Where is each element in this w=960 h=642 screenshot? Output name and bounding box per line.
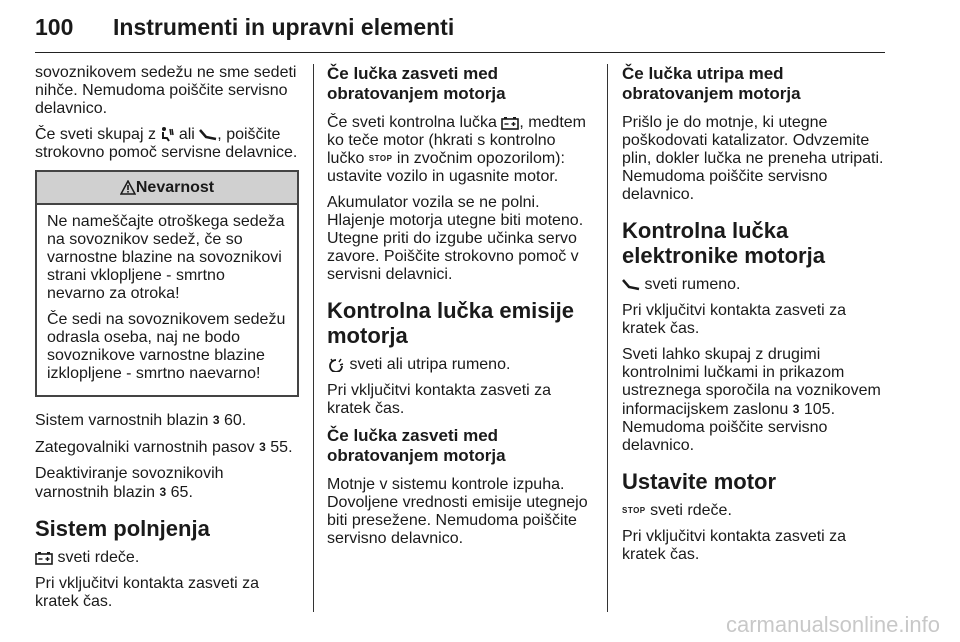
subsection-title: Če lučka zasveti med obratovanjem motorja: [327, 64, 506, 103]
engine-emission-icon: [327, 358, 345, 372]
paragraph: Akumulator vozila se ne polni. Hlajenje motorja utegne biti moteno. Utegne priti do izgube učinka servo zavore. Poiščite strokovno pomoč v servisni delavnici.: [327, 194, 584, 283]
paragraph: STOP sveti rdeče.: [622, 502, 732, 519]
paragraph: Sveti lahko skupaj z drugimi kontrolnimi lučkami in prikazom ustreznega sporočila na voznikovem informacijskem zaslonu 3 105. Nemudoma poiščite servisno delavnico.: [622, 346, 881, 454]
section-title: Sistem polnjenja: [35, 516, 210, 541]
watermark: carmanualsonline.info: [725, 612, 940, 637]
paragraph: Če sveti skupaj z ali , poiščite strokovno pomoč servisne delavnice.: [35, 126, 298, 161]
paragraph: Če sveti kontrolna lučka , medtem ko teče motor (hkrati s kontrolno lučko STOP in zvočnim opozorilom): ustavite vozilo in ugasnite motor.: [327, 114, 586, 185]
column-divider: [607, 64, 608, 612]
page-ref-arrow-icon: 3: [212, 413, 220, 427]
battery-icon: [501, 116, 519, 130]
paragraph: Pri vključitvi kontakta zasveti za kratek čas.: [327, 382, 552, 417]
page-ref-arrow-icon: 3: [259, 440, 266, 454]
paragraph: sovoznikovem sedežu ne sme sedeti nihče. Nemudoma poiščite servisno delavnico.: [35, 64, 297, 117]
danger-warning-box: [35, 170, 299, 397]
paragraph: Motnje v sistemu kontrole izpuha. Dovoljene vrednosti emisije utegnejo biti presežene. Nemudoma poiščite servisno delavnico.: [327, 476, 588, 547]
subsection-title: Če lučka utripa med obratovanjem motorja: [622, 64, 801, 103]
page-number: 100: [35, 14, 74, 40]
paragraph: sveti rumeno.: [622, 276, 886, 294]
airbag-seat-icon: [160, 126, 174, 142]
seatbelt-pretensioner-icon: [199, 128, 217, 142]
warning-title: Nevarnost: [135, 179, 215, 196]
warning-header: [37, 172, 297, 205]
section-title: Kontrolna lučka elektronike motorja: [622, 218, 825, 268]
paragraph: Pri vključitvi kontakta zasveti za kratek čas.: [622, 528, 847, 563]
battery-icon: [35, 551, 53, 565]
reference-line: Sistem varnostnih blazin 3 60.: [35, 412, 247, 429]
paragraph: sveti ali utripa rumeno.: [327, 356, 595, 374]
warning-triangle-icon: [120, 180, 136, 195]
page-title: Instrumenti in upravni elementi: [113, 14, 455, 40]
paragraph: Če sedi na sovoznikovem sedežu odrasla oseba, naj ne bodo sovoznikove varnostne blazine izklopljene - smrtno naevarno!: [47, 311, 286, 382]
paragraph: Pri vključitvi kontakta zasveti za kratek čas.: [622, 302, 847, 337]
stop-icon: STOP: [622, 506, 646, 515]
subsection-title: Če lučka zasveti med obratovanjem motorja: [327, 426, 506, 465]
page-ref-arrow-icon: 3: [792, 402, 800, 416]
reference-line: Deaktiviranje sovoznikovih varnostnih blazin 3 65.: [35, 465, 224, 501]
paragraph: Ne nameščajte otroškega sedeža na sovoznikov sedež, če so varnostne blazine na sovoznikovi strani vklopljene - smrtno nevarno za otroka!: [47, 213, 285, 302]
column-2: [327, 64, 595, 556]
header-divider: [35, 52, 885, 53]
column-1: [35, 64, 299, 619]
column-3: [622, 64, 886, 572]
paragraph: sveti rdeče.: [35, 549, 299, 567]
section-title: Kontrolna lučka emisije motorja: [327, 298, 574, 348]
engine-electronics-icon: [622, 278, 640, 292]
page-ref-arrow-icon: 3: [159, 485, 167, 499]
stop-icon: STOP: [368, 154, 393, 163]
paragraph: Prišlo je do motnje, ki utegne poškodovati katalizator. Odvzemite plin, dokler lučka ne preneha utripati. Nemudoma poiščite servisno delavnico.: [622, 114, 884, 203]
paragraph: Pri vključitvi kontakta zasveti za kratek čas.: [35, 575, 260, 610]
section-title: Ustavite motor: [622, 469, 777, 494]
warning-body: [37, 205, 297, 395]
reference-line: Zategovalniki varnostnih pasov 3 55.: [35, 439, 293, 456]
page-header: [35, 14, 885, 54]
column-divider: [313, 64, 314, 612]
